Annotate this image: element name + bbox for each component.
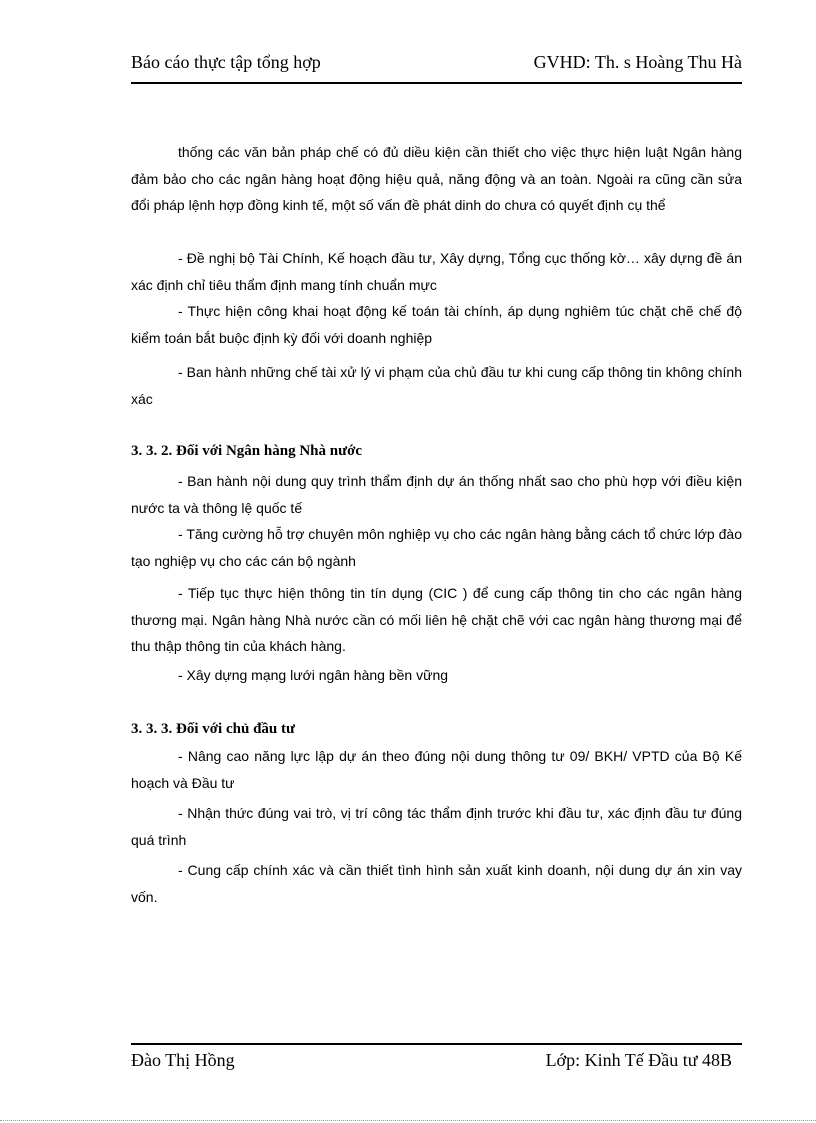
class-label: Lớp: Kinh Tế Đầu tư 48B — [545, 1050, 732, 1070]
s333-paragraph-1: - Nâng cao năng lực lập dự án theo đúng nội dung thông tư 09/ BKH/ VPTD của Bộ Kế hoạch và Đầu tư — [131, 748, 742, 791]
report-title: Báo cáo thực tập tổng hợp — [131, 52, 321, 72]
intro-paragraph-3: - Thực hiện công khai hoạt động kế toán tài chính, áp dụng nghiêm túc chặt chẽ chế độ kiểm toán bắt buộc định kỳ đối với doanh nghiệp — [131, 303, 742, 346]
page-footer — [131, 1043, 742, 1079]
s332-paragraph-4: - Xây dựng mạng lưới ngân hàng bền vững — [178, 667, 449, 683]
intro-paragraph-2: - Đề nghị bộ Tài Chính, Kế hoạch đầu tư, Xây dựng, Tổng cục thống kờ… xây dựng đề án xác định chỉ tiêu thẩm định mang tính chuẩn mực — [131, 250, 742, 293]
s333-paragraph-3: - Cung cấp chính xác và cần thiết tình hình sản xuất kinh doanh, nội dung dự án xin vay vốn. — [131, 862, 742, 905]
intro-paragraph-1: thống các văn bản pháp chế có đủ diều kiện cần thiết cho việc thực hiện luật Ngân hàng đảm bảo cho các ngân hàng hoạt động hiệu quả, năng động và an toàn. Ngoài ra cũng cần sửa đổi pháp lệnh hợp đồng kinh tế, một số vấn đề phát dinh do chưa có quyết định cụ thể — [131, 144, 742, 213]
supervisor-label: GVHD: Th. s Hoàng Thu Hà — [533, 52, 742, 72]
intro-paragraph-4: - Ban hành những chế tài xử lý vi phạm của chủ đầu tư khi cung cấp thông tin không chính xác — [131, 364, 742, 407]
author-name: Đào Thị Hồng — [131, 1050, 235, 1070]
s332-paragraph-3: - Tiếp tục thực hiện thông tin tín dụng (CIC ) để cung cấp thông tin cho các ngân hàng thương mại. Ngân hàng Nhà nước cần có mối liên hệ chặt chẽ với cac ngân hàng thương mại để thu thập thông tin của khách hàng. — [131, 585, 742, 654]
section-heading-333: 3. 3. 3. Đối với chủ đầu tư — [131, 721, 295, 737]
page-header — [131, 52, 742, 84]
s332-paragraph-2: - Tăng cường hỗ trợ chuyên môn nghiệp vụ cho các ngân hàng bằng cách tổ chức lớp đào tạo nghiệp vụ cho các cán bộ ngành — [131, 526, 742, 569]
page-bottom-divider — [0, 1120, 816, 1121]
section-heading-332: 3. 3. 2. Đối với Ngân hàng Nhà nước — [131, 443, 363, 459]
s332-paragraph-1: - Ban hành nội dung quy trình thẩm định dự án thống nhất sao cho phù hợp với điều kiện nước ta và thông lệ quốc tế — [131, 473, 742, 516]
s333-paragraph-2: - Nhận thức đúng vai trò, vị trí công tác thẩm định trước khi đầu tư, xác định đầu tư đúng quá trình — [131, 805, 742, 848]
